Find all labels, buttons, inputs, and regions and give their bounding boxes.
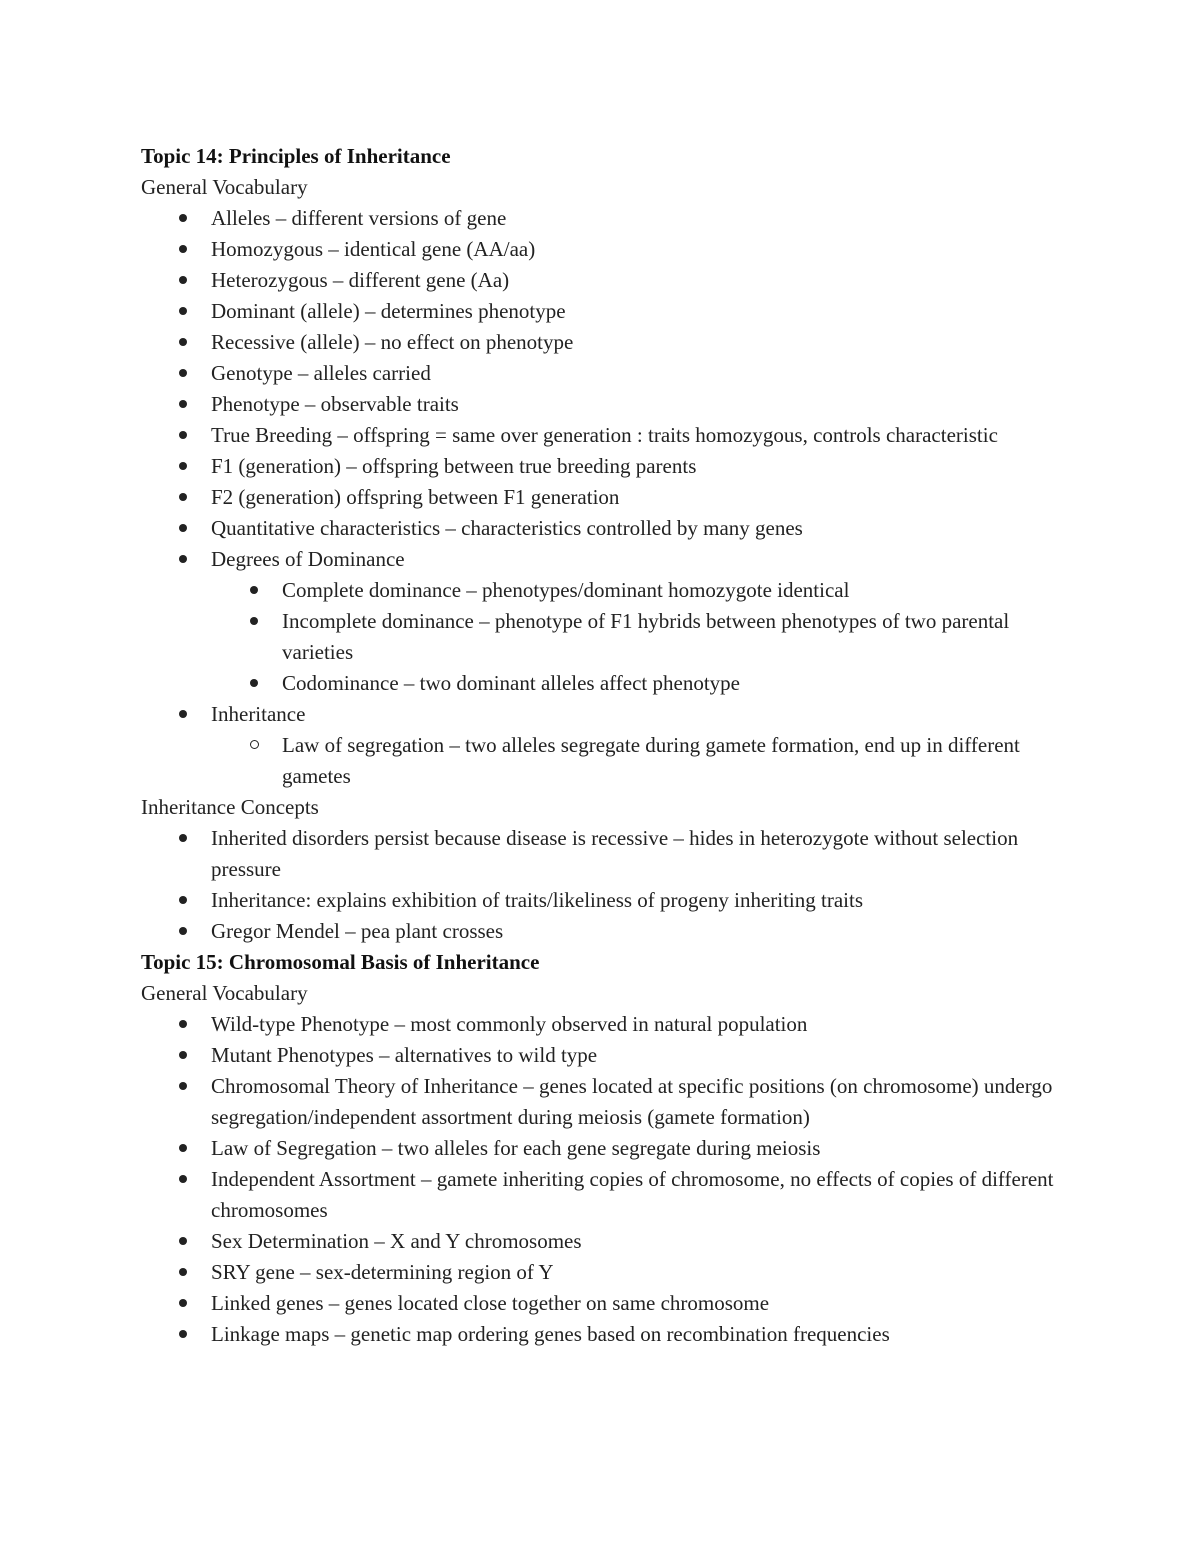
topic-14-vocab-heading: General Vocabulary bbox=[141, 175, 308, 199]
bullet-icon bbox=[179, 462, 187, 470]
list-item: Mutant Phenotypes – alternatives to wild type bbox=[141, 1040, 1061, 1071]
bullet-icon bbox=[179, 1144, 187, 1152]
bullet-icon bbox=[179, 338, 187, 346]
inheritance-sublist bbox=[141, 730, 1061, 792]
document-page bbox=[141, 141, 1061, 1350]
bullet-icon bbox=[179, 927, 187, 935]
list-item: Sex Determination – X and Y chromosomes bbox=[141, 1226, 1061, 1257]
bullet-icon bbox=[250, 586, 258, 594]
list-item: Recessive (allele) – no effect on phenotype bbox=[141, 327, 1061, 358]
bullet-icon bbox=[179, 400, 187, 408]
bullet-icon bbox=[179, 1051, 187, 1059]
bullet-icon bbox=[179, 276, 187, 284]
list-item: Inheritance bbox=[141, 699, 1061, 730]
topic-15-vocab-heading: General Vocabulary bbox=[141, 981, 308, 1005]
list-item: Homozygous – identical gene (AA/aa) bbox=[141, 234, 1061, 265]
list-item: Wild-type Phenotype – most commonly observed in natural population bbox=[141, 1009, 1061, 1040]
list-item: Gregor Mendel – pea plant crosses bbox=[141, 916, 1061, 947]
concepts-list bbox=[141, 823, 1061, 947]
bullet-icon bbox=[179, 214, 187, 222]
list-item: F2 (generation) offspring between F1 generation bbox=[141, 482, 1061, 513]
hollow-bullet-icon bbox=[250, 740, 259, 749]
list-item: Chromosomal Theory of Inheritance – genes located at specific positions (on chromosome) undergo segregation/independent assortment during meiosis (gamete formation) bbox=[141, 1071, 1061, 1133]
list-item: Genotype – alleles carried bbox=[141, 358, 1061, 389]
list-item: Phenotype – observable traits bbox=[141, 389, 1061, 420]
topic-14-vocab-list bbox=[141, 203, 1061, 575]
topic-15-title: Topic 15: Chromosomal Basis of Inheritance bbox=[141, 950, 540, 974]
bullet-icon bbox=[179, 1330, 187, 1338]
sub-list-item: Codominance – two dominant alleles affect phenotype bbox=[141, 668, 1061, 699]
list-item: Law of Segregation – two alleles for each gene segregate during meiosis bbox=[141, 1133, 1061, 1164]
sub-list-item: Complete dominance – phenotypes/dominant homozygote identical bbox=[141, 575, 1061, 606]
list-item: Alleles – different versions of gene bbox=[141, 203, 1061, 234]
list-item: Heterozygous – different gene (Aa) bbox=[141, 265, 1061, 296]
sub-list-item: Incomplete dominance – phenotype of F1 hybrids between phenotypes of two parental varieties bbox=[141, 606, 1061, 668]
list-item: True Breeding – offspring = same over generation : traits homozygous, controls characteristic bbox=[141, 420, 1061, 451]
dominance-sublist bbox=[141, 575, 1061, 699]
sub-list-item: Law of segregation – two alleles segregate during gamete formation, end up in different gametes bbox=[141, 730, 1061, 792]
bullet-icon bbox=[179, 1237, 187, 1245]
list-item: Degrees of Dominance bbox=[141, 544, 1061, 575]
list-item: Inheritance: explains exhibition of traits/likeliness of progeny inheriting traits bbox=[141, 885, 1061, 916]
list-item: SRY gene – sex-determining region of Y bbox=[141, 1257, 1061, 1288]
bullet-icon bbox=[179, 493, 187, 501]
bullet-icon bbox=[179, 369, 187, 377]
bullet-icon bbox=[179, 245, 187, 253]
inheritance-concepts-heading: Inheritance Concepts bbox=[141, 795, 319, 819]
list-item: Linked genes – genes located close together on same chromosome bbox=[141, 1288, 1061, 1319]
list-item: Inherited disorders persist because disease is recessive – hides in heterozygote without selection pressure bbox=[141, 823, 1061, 885]
topic-14-title: Topic 14: Principles of Inheritance bbox=[141, 144, 451, 168]
bullet-icon bbox=[179, 1082, 187, 1090]
bullet-icon bbox=[179, 431, 187, 439]
bullet-icon bbox=[179, 1020, 187, 1028]
bullet-icon bbox=[179, 896, 187, 904]
list-item: F1 (generation) – offspring between true breeding parents bbox=[141, 451, 1061, 482]
inheritance-list bbox=[141, 699, 1061, 730]
list-item: Linkage maps – genetic map ordering genes based on recombination frequencies bbox=[141, 1319, 1061, 1350]
bullet-icon bbox=[179, 1299, 187, 1307]
bullet-icon bbox=[179, 710, 187, 718]
list-item: Quantitative characteristics – characteristics controlled by many genes bbox=[141, 513, 1061, 544]
bullet-icon bbox=[179, 307, 187, 315]
topic-15-vocab-list bbox=[141, 1009, 1061, 1350]
bullet-icon bbox=[250, 617, 258, 625]
bullet-icon bbox=[179, 524, 187, 532]
bullet-icon bbox=[250, 679, 258, 687]
bullet-icon bbox=[179, 834, 187, 842]
list-item: Dominant (allele) – determines phenotype bbox=[141, 296, 1061, 327]
bullet-icon bbox=[179, 555, 187, 563]
list-item: Independent Assortment – gamete inheriting copies of chromosome, no effects of copies of different chromosomes bbox=[141, 1164, 1061, 1226]
bullet-icon bbox=[179, 1175, 187, 1183]
bullet-icon bbox=[179, 1268, 187, 1276]
